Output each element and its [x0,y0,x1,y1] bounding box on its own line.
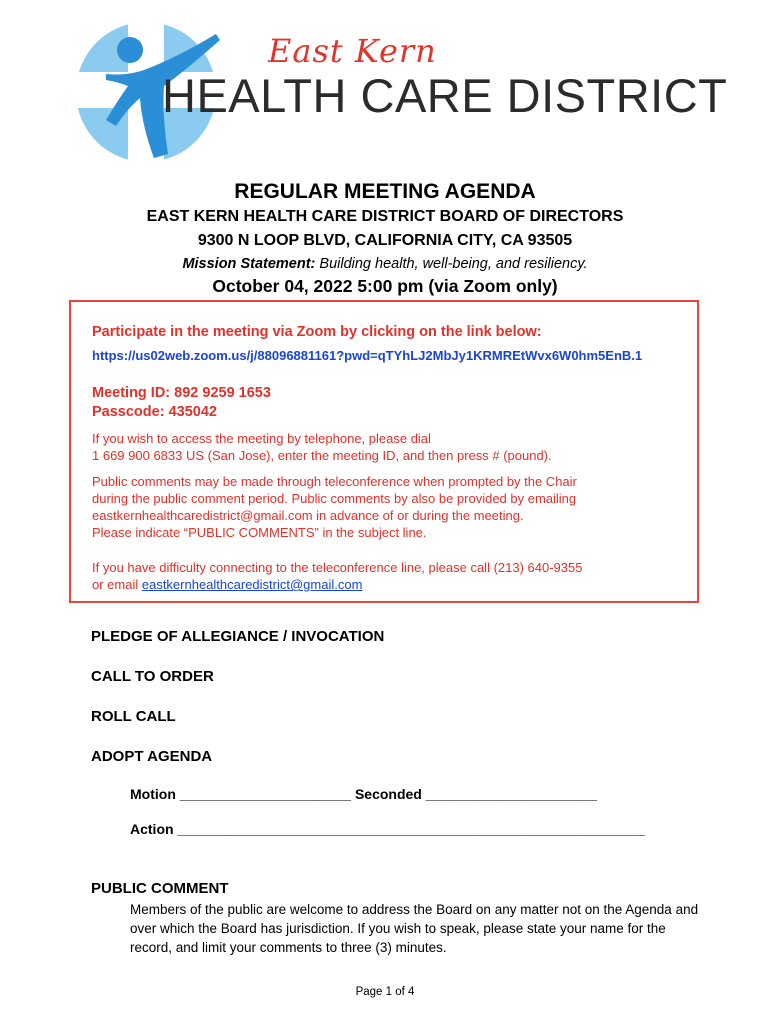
comment-line-3: eastkernhealthcaredistrict@gmail.com in advance of or during the meeting. [92,508,524,523]
email-link[interactable]: eastkernhealthcaredistrict@gmail.com [141,577,363,592]
phone-line-2: 1 669 900 6833 US (San Jose), enter the meeting ID, and then press # (pound). [92,448,552,463]
email-prefix: or email [92,577,142,592]
comment-line-1: Public comments may be made through teleconference when prompted by the Chair [92,474,577,489]
comment-line-4: Please indicate “PUBLIC COMMENTS” in the subject line. [92,525,427,540]
meeting-id: Meeting ID: 892 9259 1653 [92,385,271,401]
phone-line-1: If you wish to access the meeting by telephone, please dial [92,431,431,446]
mission-label: Mission Statement: [182,256,316,272]
email-line [92,577,362,592]
zoom-info-box [69,300,699,603]
action-line: Action ____________________________________________________________ [130,821,645,837]
section-pledge: PLEDGE OF ALLEGIANCE / INVOCATION [91,628,385,645]
section-roll-call: ROLL CALL [91,708,176,725]
meeting-date: October 04, 2022 5:00 pm (via Zoom only) [212,276,558,296]
zoom-link[interactable]: https://us02web.zoom.us/j/88096881161?pwd=qTYhLJ2MbJy1KRMREtWvx6W0hm5EnB.1 [92,348,643,363]
board-name: EAST KERN HEALTH CARE DISTRICT BOARD OF DIRECTORS [146,208,624,225]
mission-statement [0,256,770,272]
logo-script-text: East Kern [268,32,437,70]
logo-main-text: HEALTH CARE DISTRICT [162,69,728,122]
section-call-to-order: CALL TO ORDER [91,668,214,685]
section-public-comment: PUBLIC COMMENT [91,880,229,897]
section-adopt-agenda: ADOPT AGENDA [91,748,213,765]
difficulty-line: If you have difficulty connecting to the teleconference line, please call (213) 640-9355 [92,560,583,575]
zoom-heading: Participate in the meeting via Zoom by clicking on the link below: [92,324,542,340]
meeting-passcode: Passcode: 435042 [92,404,217,420]
comment-line-2: during the public comment period. Public comments by also be provided by emailing [92,491,577,506]
district-logo [66,14,728,166]
public-comment-text: Members of the public are welcome to address the Board on any matter not on the Agenda and over which the Board has jurisdiction. If you wish to speak, please state your name for the record, and limit your comments to three (3) minutes. [130,902,699,955]
district-address: 9300 N LOOP BLVD, CALIFORNIA CITY, CA 93505 [197,232,573,249]
motion-line: Motion ______________________ Seconded ______________________ [130,786,598,802]
mission-text: Building health, well-being, and resiliency. [315,256,588,272]
agenda-title: REGULAR MEETING AGENDA [234,180,536,203]
page-number: Page 1 of 4 [355,986,415,998]
